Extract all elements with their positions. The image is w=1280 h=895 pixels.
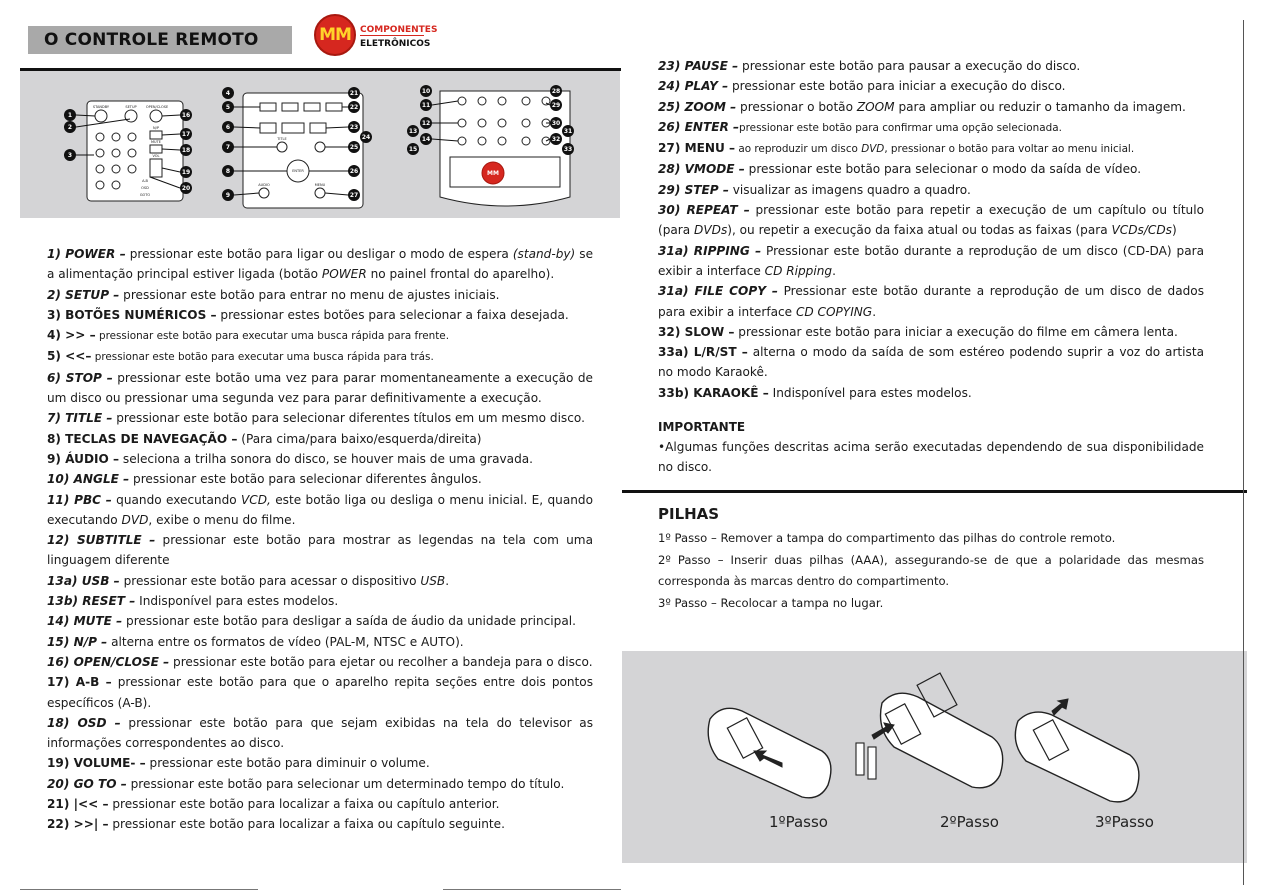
label-setup: SETUP <box>125 105 137 109</box>
pilhas-title: PILHAS <box>658 505 720 523</box>
footer-rule-mid <box>443 889 621 890</box>
right-column <box>658 56 1204 478</box>
item-29: 29) STEP – visualizar as imagens quadro a quadro. <box>658 182 971 197</box>
brand-logo <box>314 14 438 58</box>
label-osd: OSD <box>141 186 149 190</box>
remote-3-panel <box>450 157 560 187</box>
battery-figure-panel <box>622 651 1247 863</box>
callout-10: 10 <box>421 88 431 95</box>
callout-16: 16 <box>181 112 191 119</box>
item-7: 7) TITLE – pressionar este botão para selecionar diferentes títulos em um mesmo disco. <box>47 411 585 426</box>
item-33b: 33b) KARAOKÊ – Indisponível para estes modelos. <box>658 385 972 400</box>
callout-20: 20 <box>181 185 191 192</box>
importante-title: IMPORTANTE <box>658 420 746 435</box>
label-menu: MENU <box>314 183 326 187</box>
callout-5: 5 <box>225 104 231 111</box>
item-4: 4) >> – pressionar este botão para executar uma busca rápida para frente. <box>47 328 449 343</box>
item-5: 5) <<– pressionar este botão para executar uma busca rápida para trás. <box>47 349 434 364</box>
callout-14: 14 <box>421 136 431 143</box>
callout-1: 1 <box>67 112 73 119</box>
importante-text: •Algumas funções descritas acima serão executadas dependendo de sua disponibilidade no disco. <box>658 440 1204 475</box>
setup-button <box>125 110 137 122</box>
remote-step-1 <box>708 708 831 797</box>
label-goto: GOTO <box>139 193 151 197</box>
step-3-label: 3ºPasso <box>1095 813 1154 831</box>
callout-11: 11 <box>421 102 431 109</box>
item-31a-file-copy: 31a) FILE COPY – Pressionar este botão durante a reprodução de um disco de dados para exibir a interface CD COPYING. <box>658 284 1204 319</box>
aaa-battery-2 <box>868 747 876 779</box>
item-14: 14) MUTE – pressionar este botão para desligar a saída de áudio da unidade principal. <box>47 614 576 629</box>
footer-rule-left <box>20 889 258 890</box>
callout-12: 12 <box>421 120 431 127</box>
callout-15: 15 <box>408 146 418 153</box>
item-8: 8) TECLAS DE NAVEGAÇÃO – (Para cima/para baixo/esquerda/direita) <box>47 431 482 446</box>
remote-diagram <box>20 71 620 218</box>
callout-18: 18 <box>181 147 191 154</box>
item-2: 2) SETUP – pressionar este botão para entrar no menu de ajustes iniciais. <box>47 287 500 302</box>
label-enter: ENTER <box>292 169 304 173</box>
item-32: 32) SLOW – pressionar este botão para iniciar a execução do filme em câmera lenta. <box>658 324 1178 339</box>
item-6: 6) STOP – pressionar este botão uma vez para parar momentaneamente a execução de um disco ou pressionar uma segunda vez para parar definitivamente a execução. <box>47 370 593 406</box>
page-edge-line <box>1243 20 1244 885</box>
callout-27: 27 <box>349 192 359 199</box>
label-ab: A-B <box>142 179 148 183</box>
item-21: 21) |<< – pressionar este botão para localizar a faixa ou capítulo anterior. <box>47 797 500 812</box>
item-31a-ripping: 31a) RIPPING – Pressionar este botão durante a reprodução de um disco (CD-DA) para exibir a interface CD Ripping. <box>658 243 1204 278</box>
left-column <box>47 244 593 835</box>
callout-25: 25 <box>349 144 359 151</box>
callout-33: 33 <box>563 146 573 153</box>
callout-31: 31 <box>563 128 573 135</box>
section-title-bar <box>28 26 292 54</box>
item-13a: 13a) USB – pressionar este botão para acessar o dispositivo USB. <box>47 573 450 588</box>
callout-19: 19 <box>181 169 191 176</box>
section-title: O CONTROLE REMOTO <box>44 30 259 50</box>
label-np: N/P <box>153 126 159 130</box>
item-33a: 33a) L/R/ST – alterna o modo da saída de som estéreo podendo suprir a voz do artista no modo Karaokê. <box>658 345 1204 380</box>
item-19: 19) VOLUME- – pressionar este botão para diminuir o volume. <box>47 756 430 771</box>
callout-30: 30 <box>551 120 561 127</box>
item-16: 16) OPEN/CLOSE – pressionar este botão para ejetar ou recolher a bandeja para o disco. <box>47 654 593 669</box>
standby-button <box>95 110 107 122</box>
callout-9: 9 <box>225 192 231 199</box>
label-audio: AUDIO <box>258 183 270 187</box>
item-23: 23) PAUSE – pressionar este botão para pausar a execução do disco. <box>658 59 1081 73</box>
callout-2: 2 <box>67 124 73 131</box>
item-28: 28) VMODE – pressionar este botão para selecionar o modo da saída de vídeo. <box>658 162 1142 177</box>
callout-32: 32 <box>551 136 561 143</box>
item-18: 18) OSD – pressionar este botão para que sejam exibidas na tela do televisor as informações correspondentes ao disco. <box>47 715 594 751</box>
label-vol: VOL <box>152 154 160 158</box>
logo-line-1: COMPONENTES <box>360 25 438 35</box>
item-13b: 13b) RESET – Indisponível para estes modelos. <box>47 594 339 609</box>
callout-29: 29 <box>551 102 561 109</box>
label-standby: STANDBY <box>92 105 110 109</box>
logo-line-2: ELETRÔNICOS <box>360 39 431 49</box>
callout-28: 28 <box>551 88 561 95</box>
pilhas-step-3: 3º Passo – Recolocar a tampa no lugar. <box>658 595 884 610</box>
item-15: 15) N/P – alterna entre os formatos de vídeo (PAL-M, NTSC e AUTO). <box>47 634 464 649</box>
callout-7: 7 <box>225 144 231 151</box>
callout-3: 3 <box>67 152 73 159</box>
battery-figure <box>622 651 1247 863</box>
step-2-label: 2ºPasso <box>940 813 999 831</box>
arrow-close-icon <box>1052 699 1068 715</box>
callout-21: 21 <box>349 90 359 97</box>
callout-6: 6 <box>225 124 231 131</box>
callout-17: 17 <box>181 131 191 138</box>
item-24: 24) PLAY – pressionar este botão para iniciar a execução do disco. <box>658 79 1066 94</box>
remote-3-logo-text: MM <box>487 170 499 177</box>
item-1: 1) POWER – pressionar este botão para ligar ou desligar o modo de espera (stand-by) se a alimentação principal estiver ligada (botão POWER no painel frontal do aparelho). <box>47 247 594 282</box>
remote-diagram-panel <box>20 71 620 218</box>
open-close-button <box>150 110 162 122</box>
callout-13: 13 <box>408 128 418 135</box>
item-11: 11) PBC – quando executando VCD, este botão liga ou desliga o menu inicial. E, quando executando DVD, exibe o menu do filme. <box>47 492 593 527</box>
callout-23: 23 <box>349 124 359 131</box>
label-mute: MUTE <box>151 140 161 144</box>
item-20: 20) GO TO – pressionar este botão para selecionar um determinado tempo do título. <box>47 776 565 791</box>
item-17: 17) A-B – pressionar este botão para que o aparelho repita seções entre dois pontos específicos (A-B). <box>47 675 593 710</box>
label-open-close: OPEN/CLOSE <box>145 105 169 109</box>
callout-4: 4 <box>225 90 231 97</box>
callout-8: 8 <box>225 168 231 175</box>
callout-22: 22 <box>349 104 359 111</box>
item-27: 27) MENU – ao reproduzir um disco DVD, pressionar o botão para voltar ao menu inicial. <box>658 141 1135 156</box>
remote-3-body <box>440 91 573 206</box>
callout-26: 26 <box>349 168 359 175</box>
item-25: 25) ZOOM – pressionar o botão ZOOM para ampliar ou reduzir o tamanho da imagem. <box>658 99 1186 114</box>
pilhas-rule <box>622 490 1247 493</box>
item-9: 9) ÁUDIO – seleciona a trilha sonora do disco, se houver mais de uma gravada. <box>47 451 534 466</box>
logo-mark: MM <box>314 14 356 56</box>
callout-24: 24 <box>361 134 371 141</box>
remote-step-3 <box>1015 712 1139 802</box>
item-12: 12) SUBTITLE – pressionar este botão para mostrar as legendas na tela com uma linguagem diferente <box>47 533 593 568</box>
label-title: TITLE <box>277 137 287 141</box>
item-10: 10) ANGLE – pressionar este botão para selecionar diferentes ângulos. <box>47 472 482 487</box>
step-1-label: 1ºPasso <box>769 813 828 831</box>
aaa-battery-1 <box>856 743 864 775</box>
item-26: 26) ENTER –pressionar este botão para confirmar uma opção selecionada. <box>658 119 1062 134</box>
pilhas-step-2: 2º Passo – Inserir duas pilhas (AAA), assegurando-se de que a polaridade das mesmas corresponda às marcas dentro do compartimento. <box>658 552 1204 588</box>
item-22: 22) >>| – pressionar este botão para localizar a faixa ou capítulo seguinte. <box>47 817 505 832</box>
pilhas-steps <box>658 528 1204 614</box>
pilhas-step-1: 1º Passo – Remover a tampa do compartimento das pilhas do controle remoto. <box>658 531 1116 545</box>
item-3: 3) BOTÕES NUMÉRICOS – pressionar estes botões para selecionar a faixa desejada. <box>47 307 569 322</box>
item-30: 30) REPEAT – pressionar este botão para repetir a execução de um capítulo ou título (para DVDs), ou repetir a execução da faixa atual ou todas as faixas (para VCDs/CDs) <box>658 203 1204 238</box>
